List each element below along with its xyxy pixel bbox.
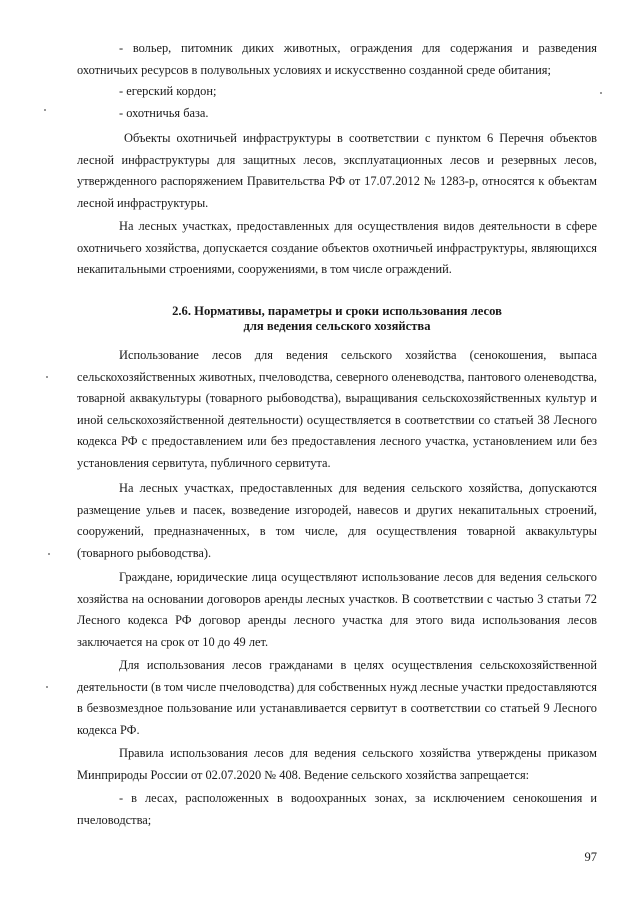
scan-speck: [600, 92, 602, 94]
paragraph-ranger-post: - егерский кордон;: [119, 84, 217, 98]
scan-speck: [44, 109, 46, 111]
section-heading-line2: для ведения сельского хозяйства: [243, 319, 431, 333]
scan-speck: [46, 686, 48, 688]
paragraph-hunting-base: - охотничья база.: [119, 106, 209, 120]
page-number: 97: [584, 850, 597, 864]
paragraph-aviary: - вольер, питомник диких животных, ограждения для содержания и разведения охотничьих ресурсов в полувольных условиях и искусственно созданной среде обитания;: [77, 41, 597, 77]
paragraph-lease: Граждане, юридические лица осуществляют использование лесов для ведения сельского хозяйства на основании договоров аренды лесных участков. В соответствии с частью 3 статьи 72 Лесного кодекса РФ договор аренды лесного участка для этого вида использования лесов заключается на срок от 10 до 49 лет.: [77, 570, 597, 649]
paragraph-agriculture-use: Использование лесов для ведения сельского хозяйства (сенокошения, выпаса сельскохозяйственных животных, пчеловодства, северного оленеводства, пантового оленеводства, товарной аквакультуры (товарного рыбоводства), выращивания сельскохозяйственных культур и иной сельскохозяйственной деятельности) осуществляется в соответствии со статьей 38 Лесного кодекса РФ с предоставлением или без предоставления лесного участка, установлением или без установления сервитута, публичного сервитута.: [77, 348, 597, 470]
paragraph-citizens-use: Для использования лесов гражданами в целях осуществления сельскохозяйственной деятельности (в том числе пчеловодства) для собственных нужд лесные участки предоставляются в безвозмездное пользование или устанавливается сервитут в соответствии со статьей 9 Лесного кодекса РФ.: [77, 658, 597, 737]
paragraph-rules: Правила использования лесов для ведения сельского хозяйства утверждены приказом Минприроды России от 02.07.2020 № 408. Ведение сельского хозяйства запрещается:: [77, 746, 597, 782]
section-heading: [77, 304, 597, 334]
paragraph-hunting-plots: На лесных участках, предоставленных для осуществления видов деятельности в сфере охотничьего хозяйства, допускается создание объектов охотничьей инфраструктуры, являющихся некапитальными строениями, сооружениями, в том числе ограждений.: [77, 219, 597, 277]
section-heading-line1: 2.6. Нормативы, параметры и сроки использования лесов: [172, 304, 502, 318]
scan-speck: [46, 376, 48, 378]
paragraph-beehives: На лесных участках, предоставленных для ведения сельского хозяйства, допускаются размещение ульев и пасек, возведение изгородей, навесов и других некапитальных строений, сооружений, предназначенных, в том числе, для осуществления товарной аквакультуры (товарного рыбоводства).: [77, 481, 597, 560]
scan-speck: [48, 553, 50, 555]
paragraph-prohibition-waterzones: - в лесах, расположенных в водоохранных зонах, за исключением сенокошения и пчеловодства;: [77, 791, 597, 827]
paragraph-infrastructure-objects: Объекты охотничьей инфраструктуры в соответствии с пунктом 6 Перечня объектов лесной инфраструктуры для защитных лесов, эксплуатационных лесов и резервных лесов, утвержденного распоряжением Правительства РФ от 17.07.2012 № 1283-р, относятся к объектам лесной инфраструктуры.: [77, 131, 597, 210]
